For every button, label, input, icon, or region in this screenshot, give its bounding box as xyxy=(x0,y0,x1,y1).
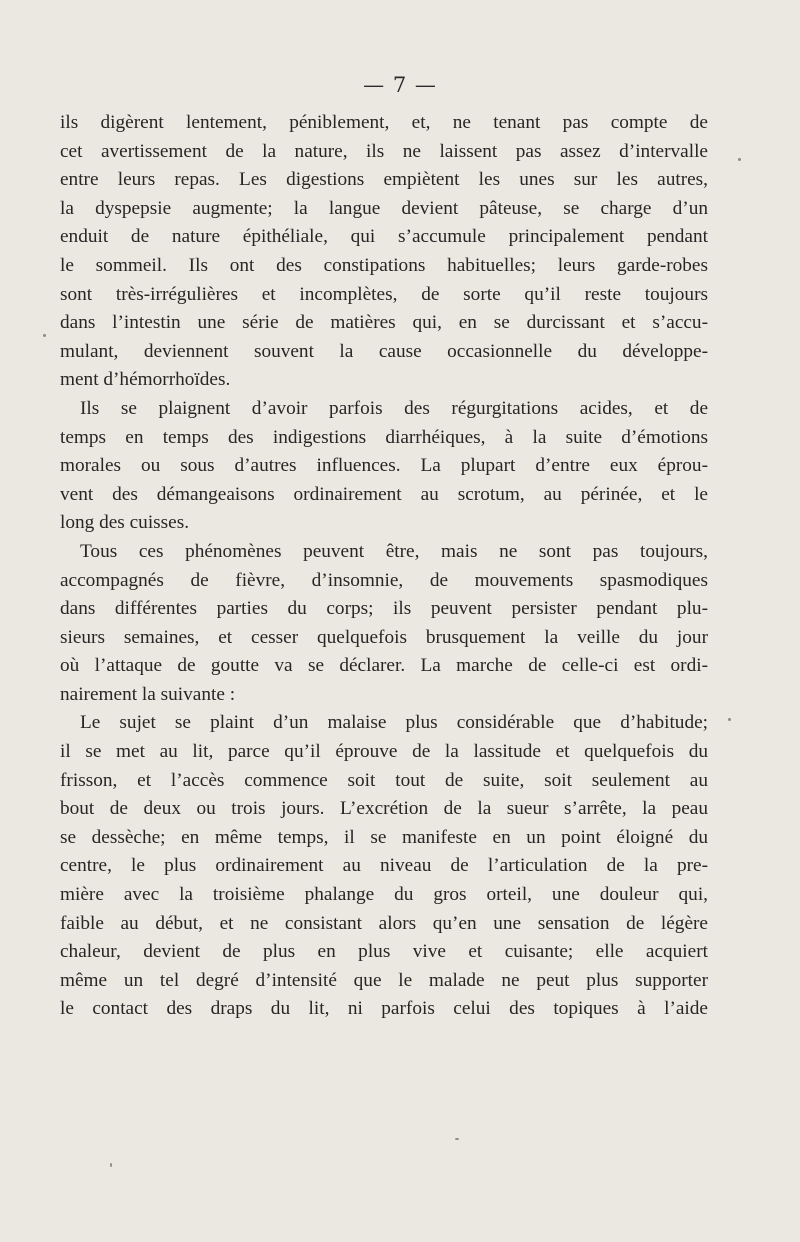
text-line: mulant, deviennent souvent la cause occasionnelle du développe- xyxy=(60,340,708,362)
text-line: frisson, et l’accès commence soit tout de suite, soit seulement au xyxy=(60,769,708,791)
text-line: ils digèrent lentement, péniblement, et, ne tenant pas compte de xyxy=(60,112,708,133)
text-line: sont très-irrégulières et incomplètes, de sorte qu’il reste toujours xyxy=(60,283,708,305)
text-line: enduit de nature épithéliale, qui s’accumule principalement pendant xyxy=(60,226,708,248)
text-line: long des cuisses. xyxy=(60,512,190,534)
text-line: bout de deux ou trois jours. L’excrétion de la sueur s’arrête, la peau xyxy=(60,798,708,820)
text-line: faible au début, et ne consistant alors qu’en une sensation de légère xyxy=(60,912,708,934)
text-line: le sommeil. Ils ont des constipations habituelles; leurs garde-robes xyxy=(60,254,708,276)
paragraph-start-line: Ils se plaignent d’avoir parfois des régurgitations acides, et de xyxy=(80,397,708,419)
text-line: le contact des draps du lit, ni parfois celui des topiques à l’aide xyxy=(60,998,708,1020)
text-line: ment d’hémorrhoïdes. xyxy=(60,369,231,391)
text-line: dans différentes parties du corps; ils peuvent persister pendant plu- xyxy=(60,598,708,620)
paragraph-start-line: Le sujet se plaint d’un malaise plus considérable que d’habitude; xyxy=(80,712,708,734)
text-line: centre, le plus ordinairement au niveau de l’articulation de la pre- xyxy=(60,855,708,877)
text-line: accompagnés de fièvre, d’insomnie, de mouvements spasmodiques xyxy=(60,569,708,591)
text-line: il se met au lit, parce qu’il éprouve de la lassitude et quelquefois du xyxy=(60,741,708,763)
text-line: vent des démangeaisons ordinairement au scrotum, au périnée, et le xyxy=(60,483,708,505)
text-line: entre leurs repas. Les digestions empiètent les unes sur les autres, xyxy=(60,169,708,191)
text-line: se dessèche; en même temps, il se manifeste en un point éloigné du xyxy=(60,826,708,848)
text-line: sieurs semaines, et cesser quelquefois brusquement la veille du jour xyxy=(60,626,708,648)
text-line: dans l’intestin une série de matières qui, en se durcissant et s’accu- xyxy=(60,312,708,334)
paragraph-start-line: Tous ces phénomènes peuvent être, mais ne sont pas toujours, xyxy=(80,540,708,562)
text-line: temps en temps des indigestions diarrhéiques, à la suite d’émotions xyxy=(60,426,708,448)
body-text xyxy=(60,109,708,1024)
page-number: — 7 — xyxy=(363,73,437,97)
text-line: où l’attaque de goutte va se déclarer. La marche de celle-ci est ordi- xyxy=(60,655,708,677)
text-line: même un tel degré d’intensité que le malade ne peut plus supporter xyxy=(60,969,708,991)
paper-speck xyxy=(738,158,741,161)
text-line: la dyspepsie augmente; la langue devient pâteuse, se charge d’un xyxy=(60,197,708,219)
paper-speck xyxy=(43,334,46,337)
text-line: nairement la suivante : xyxy=(60,683,236,705)
text-line: morales ou sous d’autres influences. La plupart d’entre eux éprou- xyxy=(60,455,708,477)
paper-speck xyxy=(110,1163,112,1167)
text-line: cet avertissement de la nature, ils ne laissent pas assez d’intervalle xyxy=(60,140,708,162)
paper-speck xyxy=(728,718,731,721)
text-line: chaleur, devient de plus en plus vive et cuisante; elle acquiert xyxy=(60,941,708,963)
text-line: mière avec la troisième phalange du gros orteil, une douleur qui, xyxy=(60,884,708,906)
paper-speck xyxy=(455,1138,459,1140)
